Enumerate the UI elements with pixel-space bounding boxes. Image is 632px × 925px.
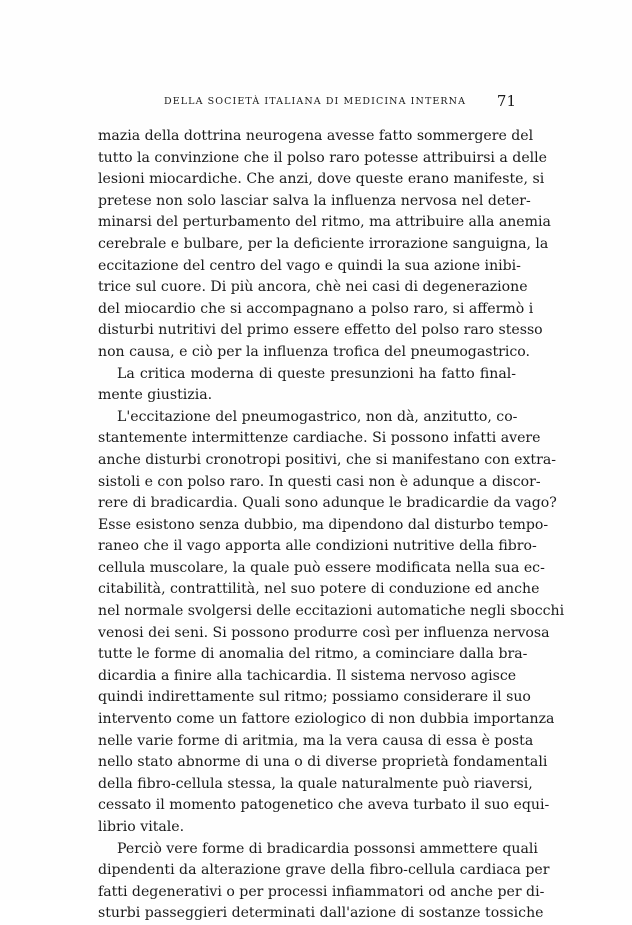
text-line: venosi dei seni. Si possono produrre così per influenza nervosa — [98, 624, 550, 641]
text-line: mente giustizia. — [98, 387, 213, 404]
text-line: sturbi passeggieri determinati dall'azione di sostanze tossiche — [98, 905, 544, 922]
text-line: quindi indirettamente sul ritmo; possiamo considerare il suo — [98, 689, 531, 706]
text-line: nel normale svolgersi delle eccitazioni automatiche negli sbocchi — [98, 603, 565, 620]
text-line: mazia della dottrina neurogena avesse fatto sommergere del — [98, 128, 534, 144]
text-line: cellula muscolare, la quale può essere modificata nella sua ec- — [98, 559, 545, 576]
text-line: cerebrale e bulbare, per la deficiente irrorazione sanguigna, la — [98, 235, 549, 252]
text-line: raneo che il vago apporta alle condizioni nutritive della fibro- — [98, 538, 537, 555]
text-line: tutte le forme di anomalia del ritmo, a cominciare dalla bra- — [98, 646, 528, 663]
text-line: stantemente intermittenze cardiache. Si possono infatti avere — [98, 430, 541, 447]
text-line: del miocardio che si accompagnano a polso raro, si affermò i — [98, 300, 534, 317]
text-line: Perciò vere forme di bradicardia possonsi ammettere quali — [117, 840, 538, 857]
text-line: sistoli e con polso raro. In questi casi non è adunque a discor- — [98, 473, 541, 490]
text-line: dipendenti da alterazione grave della fibro-cellula cardiaca per — [98, 862, 550, 879]
running-head — [98, 92, 516, 111]
text-line: intervento come un fattore eziologico di non dubbia importanza — [98, 711, 555, 728]
text-line: librio vitale. — [98, 819, 185, 835]
text-line: dicardia a finire alla tachicardia. Il sistema nervoso agisce — [98, 667, 517, 684]
body-text — [98, 126, 565, 925]
text-line: nello stato abnorme di una o di diverse proprietà fondamentali — [98, 754, 548, 771]
text-line: La critica moderna di queste presunzioni ha fatto final- — [117, 365, 516, 382]
text-line: eccitazione del centro del vago e quindi la sua azione inibi- — [98, 257, 521, 274]
text-line: rere di bradicardia. Quali sono adunque le bradicardie da vago? — [98, 495, 557, 512]
running-title: DELLA SOCIETÀ ITALIANA DI MEDICINA INTERNA — [164, 96, 467, 107]
text-line: fatti degenerativi o per processi infiammatori od anche per di- — [98, 883, 545, 900]
text-line: cessato il momento patogenetico che aveva turbato il suo equi- — [98, 797, 550, 814]
text-line: lesioni miocardiche. Che anzi, dove queste erano manifeste, si — [98, 171, 545, 188]
text-line: della fibro-cellula stessa, la quale naturalmente può riaversi, — [98, 775, 533, 792]
text-line: minarsi del perturbamento del ritmo, ma attribuire alla anemia — [98, 214, 551, 231]
text-line: tutto la convinzione che il polso raro potesse attribuirsi a delle — [98, 149, 548, 166]
text-line: nelle varie forme di aritmia, ma la vera causa di essa è posta — [98, 732, 534, 749]
text-line: citabilità, contrattilità, nel suo potere di conduzione ed anche — [98, 581, 540, 598]
text-line: trice sul cuore. Di più ancora, chè nei casi di degenerazione — [98, 279, 528, 296]
text-line: disturbi nutritivi del primo essere effetto del polso raro stesso — [98, 322, 543, 339]
text-line: Esse esistono senza dubbio, ma dipendono dal disturbo tempo- — [98, 516, 549, 533]
text-line: non causa, e ciò per la influenza trofica del pneumogastrico. — [98, 343, 530, 360]
text-line: pretese non solo lasciar salva la influenza nervosa nel deter- — [98, 192, 531, 209]
text-line: L'eccitazione del pneumogastrico, non dà, anzitutto, co- — [117, 408, 518, 425]
text-line: anche disturbi cronotropi positivi, che si manifestano con extra- — [98, 451, 556, 468]
page-number: 71 — [496, 92, 516, 110]
